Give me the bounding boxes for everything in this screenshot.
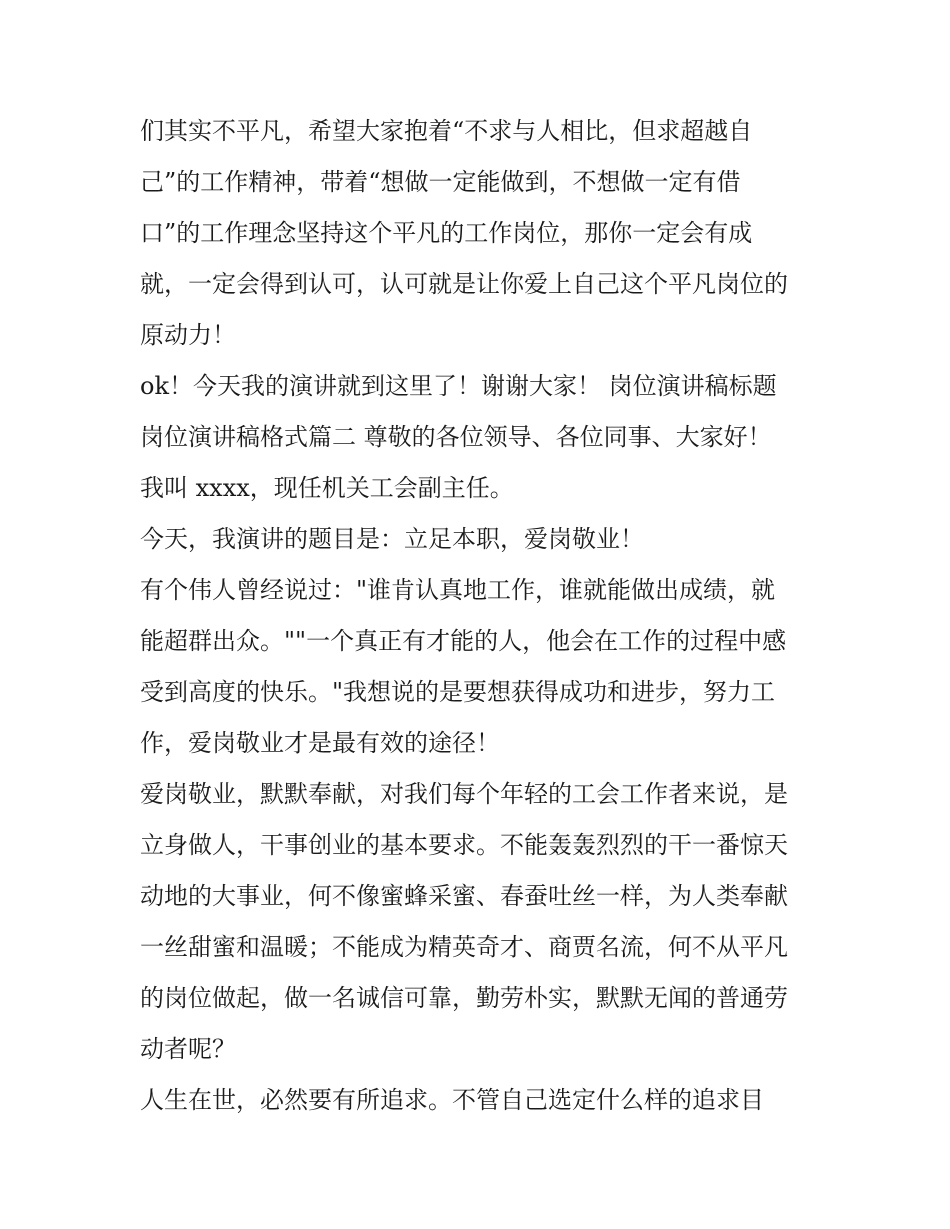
text-line: 一丝甜蜜和温暖；不能成为精英奇才、商贾名流，何不从平凡	[140, 933, 788, 961]
text-line: 己”的工作精神，带着“想做一定能做到，不想做一定有借	[140, 168, 741, 196]
text-line: 动者呢？	[140, 1035, 236, 1063]
text-line: 我叫 xxxx，现任机关工会副主任。	[140, 474, 514, 502]
document-body	[140, 106, 820, 1126]
text-line: 有个伟人曾经说过："谁肯认真地工作，谁就能做出成绩，就	[140, 576, 776, 604]
text-line: 立身做人，干事创业的基本要求。不能轰轰烈烈的干一番惊天	[140, 831, 788, 859]
text-line: 作，爱岗敬业才是最有效的途径！	[140, 729, 500, 757]
text-line: ok！今天我的演讲就到这里了！谢谢大家！ 岗位演讲稿标题	[140, 372, 777, 400]
text-line: 人生在世，必然要有所追求。不管自己选定什么样的追求目	[140, 1086, 764, 1114]
text-line: 受到高度的快乐。"我想说的是要想获得成功和进步，努力工	[140, 678, 776, 706]
text-line: 就，一定会得到认可，认可就是让你爱上自己这个平凡岗位的	[140, 270, 788, 298]
text-line: 口”的工作理念坚持这个平凡的工作岗位，那你一定会有成	[140, 219, 753, 247]
text-line: 岗位演讲稿格式篇二 尊敬的各位领导、各位同事、大家好！	[140, 423, 772, 451]
text-line: 原动力！	[140, 321, 236, 349]
text-line: 的岗位做起，做一名诚信可靠，勤劳朴实，默默无闻的普通劳	[140, 984, 788, 1012]
text-line: 们其实不平凡，希望大家抱着“不求与人相比，但求超越自	[140, 117, 753, 145]
text-line: 能超群出众。""一个真正有才能的人，他会在工作的过程中感	[140, 627, 787, 655]
text-line: 动地的大事业，何不像蜜蜂采蜜、春蚕吐丝一样，为人类奉献	[140, 882, 788, 910]
text-line: 爱岗敬业，默默奉献，对我们每个年轻的工会工作者来说，是	[140, 780, 788, 808]
text-line: 今天，我演讲的题目是：立足本职，爱岗敬业！	[140, 525, 644, 553]
